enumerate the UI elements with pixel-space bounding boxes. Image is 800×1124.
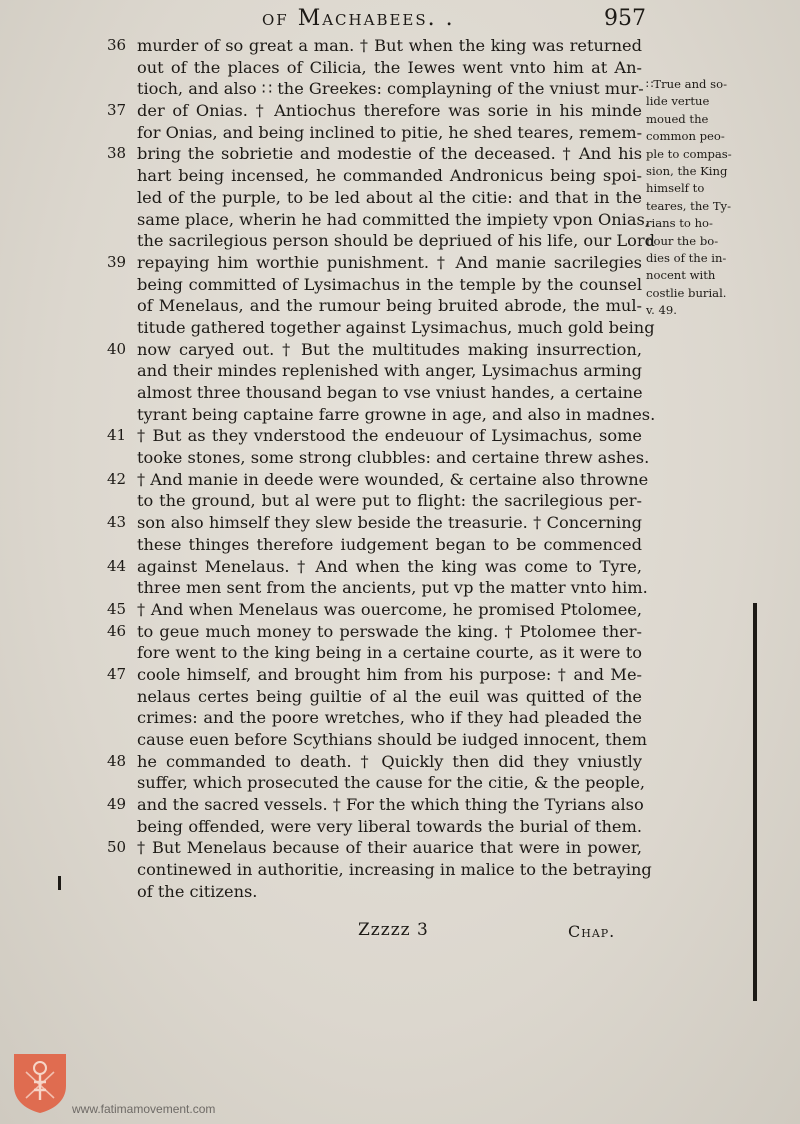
text-line [137, 360, 642, 382]
line-text: of the citizens. [137, 881, 258, 901]
text-line [137, 295, 642, 317]
text-line [137, 729, 648, 751]
text-line [137, 317, 655, 339]
verse-number: 38 [107, 144, 127, 163]
line-text: of Menelaus, and the rumour being bruited abrode, the mul- [137, 296, 642, 316]
margin-note-line: dies of the in- [646, 250, 727, 265]
line-text: now caryed out. † But the multitudes making insurrection, [137, 339, 642, 359]
line-text: repaying him worthie punishment. † And manie sacrilegies [137, 252, 642, 272]
margin-note-line: ∷True and so- [646, 77, 727, 91]
text-line [107, 425, 642, 447]
text-line [137, 881, 642, 903]
line-text: † And manie in deede were wounded, & certaine also throwne [137, 469, 649, 489]
text-line [137, 230, 656, 252]
text-line [137, 274, 642, 296]
line-text: fore went to the king being in a certaine courte, as it were to [137, 643, 642, 663]
text-line [137, 534, 642, 556]
text-line [137, 707, 642, 729]
line-text: the sacrilegious person should be depriued of his life, our Lord [137, 231, 656, 251]
line-text: and the sacred vessels. † For the which thing the Tyrians also [137, 795, 644, 815]
signature-mark: Zzzzz 3 [358, 920, 429, 940]
line-text: suffer, which prosecuted the cause for the citie, & the people, [137, 773, 646, 793]
line-text: same place, wherin he had committed the impiety vpon Onias, [137, 209, 650, 229]
verse-number: 39 [107, 252, 127, 271]
margin-note-line: nour the bo- [646, 233, 719, 248]
verse-number: 40 [107, 339, 127, 358]
text-line [137, 490, 642, 512]
text-line [107, 794, 644, 816]
line-text: against Menelaus. † And when the king was come to Tyre, [137, 556, 642, 576]
line-text: tooke stones, some strong clubbles: and certaine threw ashes. [137, 448, 650, 468]
page-number: 957 [604, 6, 646, 31]
text-line [137, 57, 642, 79]
line-text: bring the sobrietie and modestie of the deceased. † And his [137, 144, 642, 164]
text-line [137, 404, 656, 426]
line-text: son also himself they slew beside the treasurie. † Concerning [137, 513, 642, 533]
text-line [137, 642, 642, 664]
verse-number: 36 [107, 36, 127, 54]
line-text: being offended, were very liberal towards the burial of them. [137, 816, 642, 836]
verse-number: 44 [107, 556, 127, 575]
text-line [137, 859, 652, 881]
page-header [0, 6, 800, 36]
margin-note-line: costlie burial. [646, 285, 727, 300]
line-text: titude gathered together against Lysimachus, much gold being [137, 317, 655, 337]
text-line [137, 187, 642, 209]
text-line [107, 599, 642, 621]
verse-number: 48 [107, 751, 127, 770]
papal-keys-logo-icon [12, 1052, 68, 1114]
line-text: three men sent from the ancients, put vp the matter vnto him. [137, 578, 648, 598]
margin-note-line: teares, the Ty- [646, 198, 732, 213]
line-text: and their mindes replenished with anger, Lysimachus arming [137, 361, 642, 381]
line-text: † And when Menelaus was ouercome, he promised Ptolomee, [137, 599, 642, 619]
text-line [137, 447, 650, 469]
verse-number: 46 [107, 621, 127, 640]
margin-note-line: himself to [646, 181, 705, 196]
text-line [107, 837, 642, 859]
line-text: hart being incensed, he commanded Andronicus being spoi- [137, 166, 642, 186]
line-text: murder of so great a man. † But when the king was returned [137, 36, 642, 55]
line-text: tioch, and also ∷ the Greekes: complayning of the vniust mur- [137, 79, 644, 99]
text-line [107, 252, 642, 274]
line-text: tyrant being captaine farre growne in age, and also in madnes. [137, 404, 656, 424]
line-text: crimes: and the poore wretches, who if they had pleaded the [137, 708, 642, 728]
line-text: out of the places of Cilicia, the Iewes went vnto him at An- [137, 57, 642, 77]
verse-number: 42 [107, 469, 127, 488]
text-line [137, 209, 650, 231]
verse-number: 41 [107, 426, 127, 445]
margin-note-line: common peo- [646, 129, 725, 144]
text-line [107, 751, 642, 773]
text-line [107, 621, 642, 643]
line-text: † But as they vnderstood the endeuour of Lysimachus, some [137, 426, 642, 446]
text-line [137, 686, 642, 708]
line-text: continewed in authoritie, increasing in malice to the betraying [137, 860, 652, 880]
margin-note-line: moued the [646, 111, 709, 126]
text-line [107, 143, 642, 165]
text-line [137, 165, 642, 187]
text-line [107, 556, 642, 578]
line-text: to the ground, but al were put to flight: the sacrilegious per- [137, 491, 642, 511]
text-line [107, 512, 642, 534]
verse-number: 47 [107, 664, 127, 683]
line-text: nelaus certes being guiltie of al the euil was quitted of the [137, 686, 642, 706]
watermark-url: www.fatimamovement.com [72, 1102, 216, 1116]
verse-number: 50 [107, 838, 127, 857]
line-text: he commanded to death. † Quickly then did they vniustly [137, 751, 642, 771]
verse-number: 37 [107, 101, 127, 120]
line-text: being committed of Lysimachus in the temple by the counsel [137, 274, 642, 294]
margin-note [646, 76, 754, 319]
line-text: † But Menelaus because of their auarice that were in power, [137, 838, 642, 858]
verse-number: 49 [107, 795, 127, 814]
text-line [137, 382, 642, 404]
text-line [107, 35, 642, 57]
verse-number: 45 [107, 599, 127, 618]
margin-mark [58, 876, 61, 890]
catchword: Chap. [568, 922, 616, 941]
text-line [107, 664, 642, 686]
line-text: to geue much money to perswade the king. † Ptolomee ther- [137, 621, 642, 641]
margin-rule [753, 603, 757, 1001]
text-line [137, 772, 646, 794]
line-text: coole himself, and brought him from his purpose: † and Me- [137, 664, 642, 684]
margin-note-line: sion, the King [646, 163, 728, 178]
text-line [107, 339, 642, 361]
verse-number: 43 [107, 513, 127, 532]
body-text [107, 35, 656, 903]
line-text: cause euen before Scythians should be iudged innocent, them [137, 730, 648, 749]
text-line [137, 122, 642, 144]
margin-note-line: lide vertue [646, 94, 710, 109]
text-line [137, 78, 642, 100]
text-line [107, 469, 649, 491]
running-head: of Machabees. . [262, 6, 455, 31]
line-text: almost three thousand began to vse vniust handes, a certaine [137, 383, 643, 402]
line-text: led of the purple, to be led about al the citie: and that in the [137, 187, 642, 207]
text-line [137, 577, 648, 599]
text-line [107, 100, 642, 122]
margin-note-line: rians to ho- [646, 216, 713, 231]
margin-note-line: ple to compas- [646, 146, 732, 161]
text-line [137, 816, 642, 838]
line-text: der of Onias. † Antiochus therefore was sorie in his minde [137, 101, 642, 121]
margin-note-line: v. 49. [646, 303, 677, 318]
line-text: for Onias, and being inclined to pitie, he shed teares, remem- [137, 122, 643, 142]
margin-note-line: nocent with [646, 268, 716, 283]
line-text: these thinges therefore iudgement began to be commenced [137, 534, 642, 554]
